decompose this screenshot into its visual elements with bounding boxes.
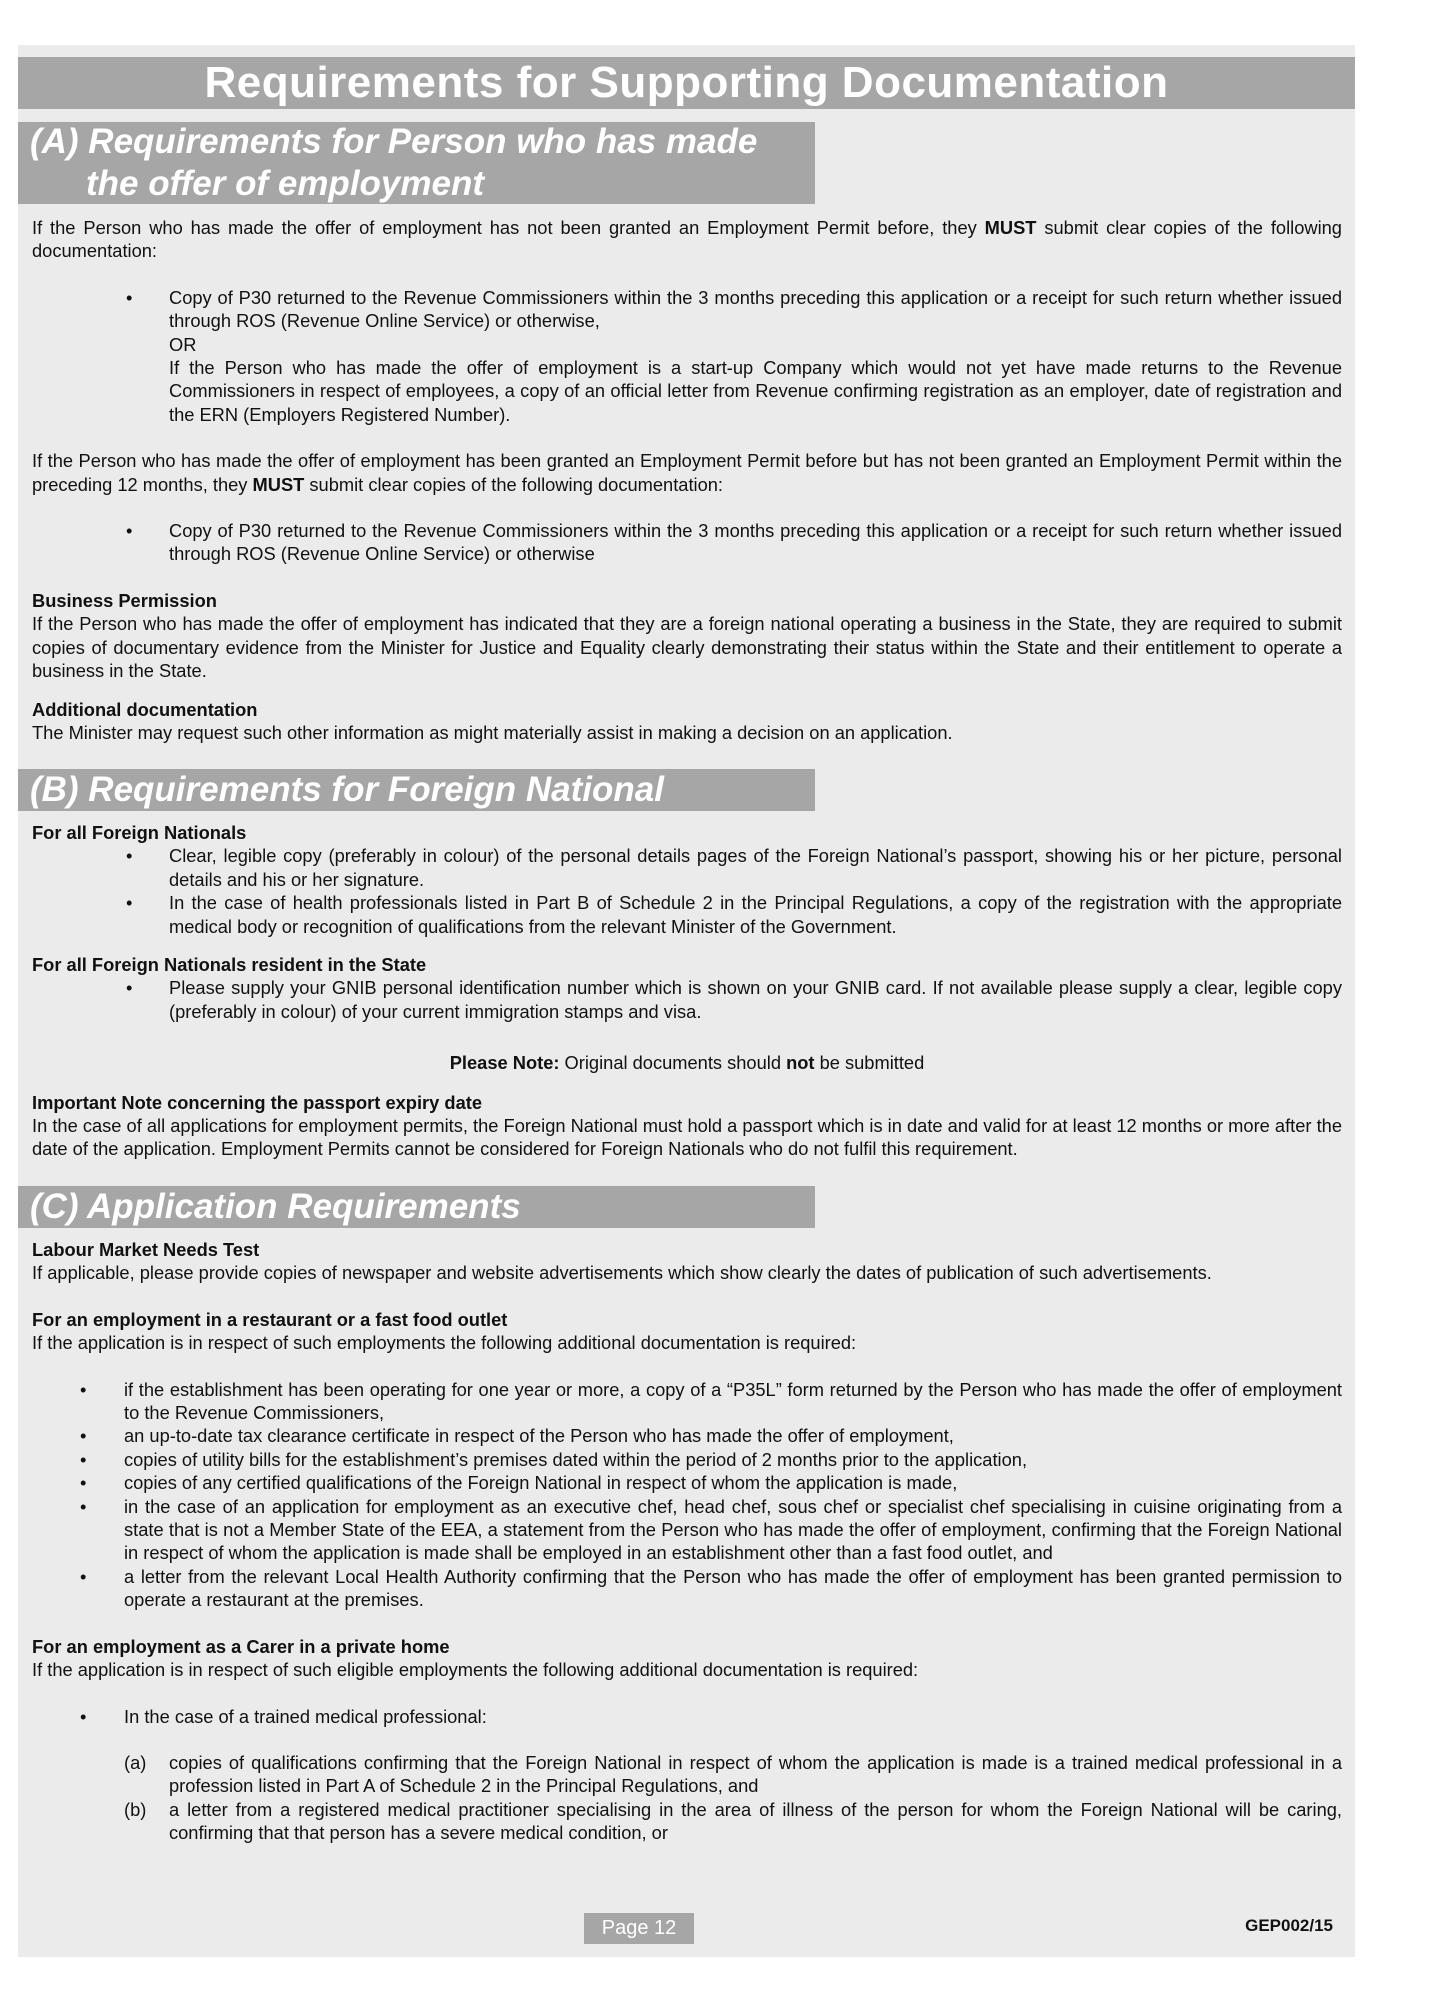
restaurant-text: If the application is in respect of such employments the following additional documentation is required: (32, 1332, 857, 1354)
form-code: GEP002/15 (1245, 1916, 1333, 1935)
list-item: • Copy of P30 returned to the Revenue Commissioners within the 3 months preceding this application or a receipt for such return whether issued through ROS (Revenue Online Service) or otherwise (126, 520, 1342, 565)
section-c-heading: (C) Application Requirements (18, 1186, 815, 1228)
list-item: • an up-to-date tax clearance certificate in respect of the Person who has made the offer of employment, (80, 1425, 954, 1447)
section-b-body (32, 821, 1342, 1161)
bullet-icon: • (80, 1565, 87, 1587)
section-b-heading: (B) Requirements for Foreign National (18, 769, 815, 811)
labour-market-text: If applicable, please provide copies of newspaper and website advertisements which show clearly the dates of publication of such advertisements. (32, 1262, 1212, 1284)
bullet-icon: • (126, 892, 133, 914)
bullet-icon: • (80, 1425, 87, 1447)
list-item: • if the establishment has been operating for one year or more, a copy of a “P35L” form returned by the Person who has made the offer of employment to the Revenue Commissioners, (80, 1378, 1342, 1424)
section-a-heading-line2: the offer of employment (86, 164, 485, 203)
foreign-nationals-heading: For all Foreign Nationals (32, 822, 247, 843)
list-item: • Copy of P30 returned to the Revenue Commissioners within the 3 months preceding this application or a receipt for such return whether issued through ROS (Revenue Online Service) or otherwise, OR If the Person who has made the offer of employment is a start-up Company which would not yet have made returns to the Revenue Commissioners in respect of employees, a copy of an official letter from Revenue confirming registration as an employer, date of registration and the ERN (Employers Registered Number). (126, 286, 1342, 425)
document-page (18, 45, 1355, 1957)
sub-item-b: (b) a letter from a registered medical practitioner specialising in the area of illness of the person for whom the Foreign National will be caring, confirming that that person has a severe medical condition, or (124, 1798, 1342, 1844)
section-a-heading (18, 122, 815, 204)
resident-heading: For all Foreign Nationals resident in the State (32, 954, 427, 976)
list-item: • In the case of a trained medical professional: (80, 1705, 487, 1727)
page-number: Page 12 (584, 1913, 694, 1944)
bullet-icon: • (80, 1448, 87, 1470)
bullet-icon: • (126, 286, 133, 308)
additional-documentation-text: The Minister may request such other information as might materially assist in making a decision on an application. (32, 721, 953, 743)
list-item: • in the case of an application for employment as an executive chef, head chef, sous chef or specialist chef specialising in cuisine originating from a state that is not a Member State of the EEA, a statement from the Person who has made the offer of employment, confirming that the Foreign National in respect of whom the application is made shall be employed in an establishment other than a fast food outlet, and (80, 1495, 1342, 1564)
bullet-icon: • (80, 1705, 87, 1727)
list-item: • Clear, legible copy (preferably in colour) of the personal details pages of the Foreign National’s passport, showing his or her picture, personal details and his or her signature. (126, 845, 1342, 890)
labour-market-heading: Labour Market Needs Test (32, 1239, 260, 1260)
business-permission-text: If the Person who has made the offer of employment has indicated that they are a foreign national operating a business in the State, they are required to submit copies of documentary evidence from the Minister for Justice and Equality clearly demonstrating their status within the State and their entitlement to operate a business in the State. (32, 613, 1342, 682)
business-permission-heading: Business Permission (32, 589, 217, 611)
restaurant-heading: For an employment in a restaurant or a fast food outlet (32, 1308, 508, 1330)
bullet-icon: • (80, 1472, 87, 1494)
bullet-icon: • (126, 520, 133, 542)
bullet-icon: • (80, 1378, 87, 1400)
section-a-paragraph-1: If the Person who has made the offer of employment has not been granted an Employment Permit before, they MUST submit clear copies of the following documentation: (32, 217, 1342, 262)
restaurant-list (32, 1378, 1342, 1612)
bullet-icon: • (126, 977, 133, 999)
section-a-paragraph-2: If the Person who has made the offer of employment has been granted an Employment Permit before but has not been granted an Employment Permit within the preceding 12 months, they MUST submit clear copies of the following documentation: (32, 450, 1342, 495)
list-item: • a letter from the relevant Local Health Authority confirming that the Person who has made the offer of employment has been granted permission to operate a restaurant at the premises. (80, 1565, 1342, 1611)
carer-heading: For an employment as a Carer in a private home (32, 1635, 450, 1657)
sub-item-a: (a) copies of qualifications confirming that the Foreign National in respect of whom the application is made is a trained medical professional in a profession listed in Part A of Schedule 2 in the Principal Regulations, and (124, 1751, 1342, 1797)
list-item: • Please supply your GNIB personal identification number which is shown on your GNIB card. If not available please supply a clear, legible copy (preferably in colour) of your current immigration stamps and visa. (126, 977, 1342, 1022)
section-a-body (32, 216, 1342, 744)
carer-text: If the application is in respect of such eligible employments the following additional documentation is required: (32, 1659, 919, 1681)
section-c-body (32, 1238, 1342, 1845)
bullet-icon: • (80, 1495, 87, 1517)
section-a-heading-line1: (A) Requirements for Person who has made (30, 122, 758, 161)
list-item: • copies of any certified qualifications of the Foreign National in respect of whom the application is made, (80, 1472, 958, 1494)
please-note: Please Note: Original documents should not be submitted (449, 1052, 925, 1074)
additional-documentation-heading: Additional documentation (32, 698, 258, 720)
passport-expiry-heading: Important Note concerning the passport expiry date (32, 1091, 482, 1113)
list-item: • In the case of health professionals listed in Part B of Schedule 2 in the Principal Regulations, a copy of the registration with the appropriate medical body or recognition of qualifications from the relevant Minister of the Government. (126, 892, 1342, 937)
page-title: Requirements for Supporting Documentation (18, 57, 1355, 109)
list-item: • copies of utility bills for the establishment’s premises dated within the period of 2 months prior to the application, (80, 1448, 1028, 1470)
bullet-icon: • (126, 845, 133, 867)
passport-expiry-text: In the case of all applications for employment permits, the Foreign National must hold a passport which is in date and valid for at least 12 months or more after the date of the application. Employment Permits cannot be considered for Foreign Nationals who do not fulfil this requirement. (32, 1115, 1342, 1160)
